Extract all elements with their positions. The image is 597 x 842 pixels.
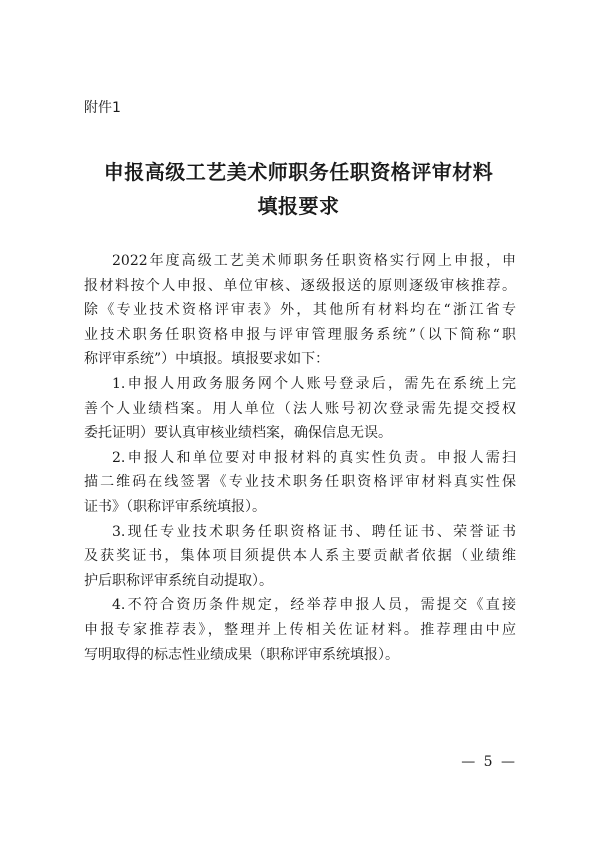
attachment-label: 附件1 xyxy=(84,100,121,116)
text-line: 描二维码在线签署《专业技术职务任职资格评审材料真实性保 xyxy=(84,474,516,491)
document-title-line-2: 填报要求 xyxy=(257,194,340,218)
text-line: 委托证明）要认真审核业绩档案，确保信息无误。 xyxy=(84,425,392,442)
text-line: 称评审系统”）中填报。填报要求如下： xyxy=(84,351,330,368)
text-line: 除《专业技术资格评审表》外，其他所有材料均在“浙江省专 xyxy=(84,302,516,319)
text-line: 护后职称评审系统自动提取）。 xyxy=(84,572,273,589)
text-line: 申报专家推荐表》，整理并上传相关佐证材料。推荐理由中应 xyxy=(84,621,516,638)
text-line: 4.不符合资历条件规定，经举荐申报人员，需提交《直接 xyxy=(112,597,516,614)
text-line: 1.申报人用政务服务网个人账号登录后，需先在系统上完 xyxy=(112,375,516,392)
text-line: 2.申报人和单位要对申报材料的真实性负责。申报人需扫 xyxy=(112,449,516,466)
text-line: 及获奖证书，集体项目须提供本人系主要贡献者依据（业绩维 xyxy=(84,548,516,565)
document-title-line-1: 申报高级工艺美术师职务任职资格评审材料 xyxy=(103,160,494,184)
document-body xyxy=(84,249,516,667)
text-line: 2022年度高级工艺美术师职务任职资格实行网上申报，申 xyxy=(112,253,516,269)
text-line: 证书》（职称评审系统填报）。 xyxy=(84,498,266,515)
text-line: 写明取得的标志性业绩成果（职称评审系统填报）。 xyxy=(84,646,399,663)
text-line: 报材料按个人申报、单位审核、逐级报送的原则逐级审核推荐。 xyxy=(84,277,516,294)
text-line: 善个人业绩档案。用人单位（法人账号初次登录需先提交授权 xyxy=(84,400,516,417)
text-line: 3.现任专业技术职务任职资格证书、聘任证书、荣誉证书 xyxy=(112,523,516,540)
page-number: — 5 — xyxy=(461,754,517,770)
text-line: 业技术职务任职资格申报与评审管理服务系统”（以下简称“职 xyxy=(84,326,516,343)
